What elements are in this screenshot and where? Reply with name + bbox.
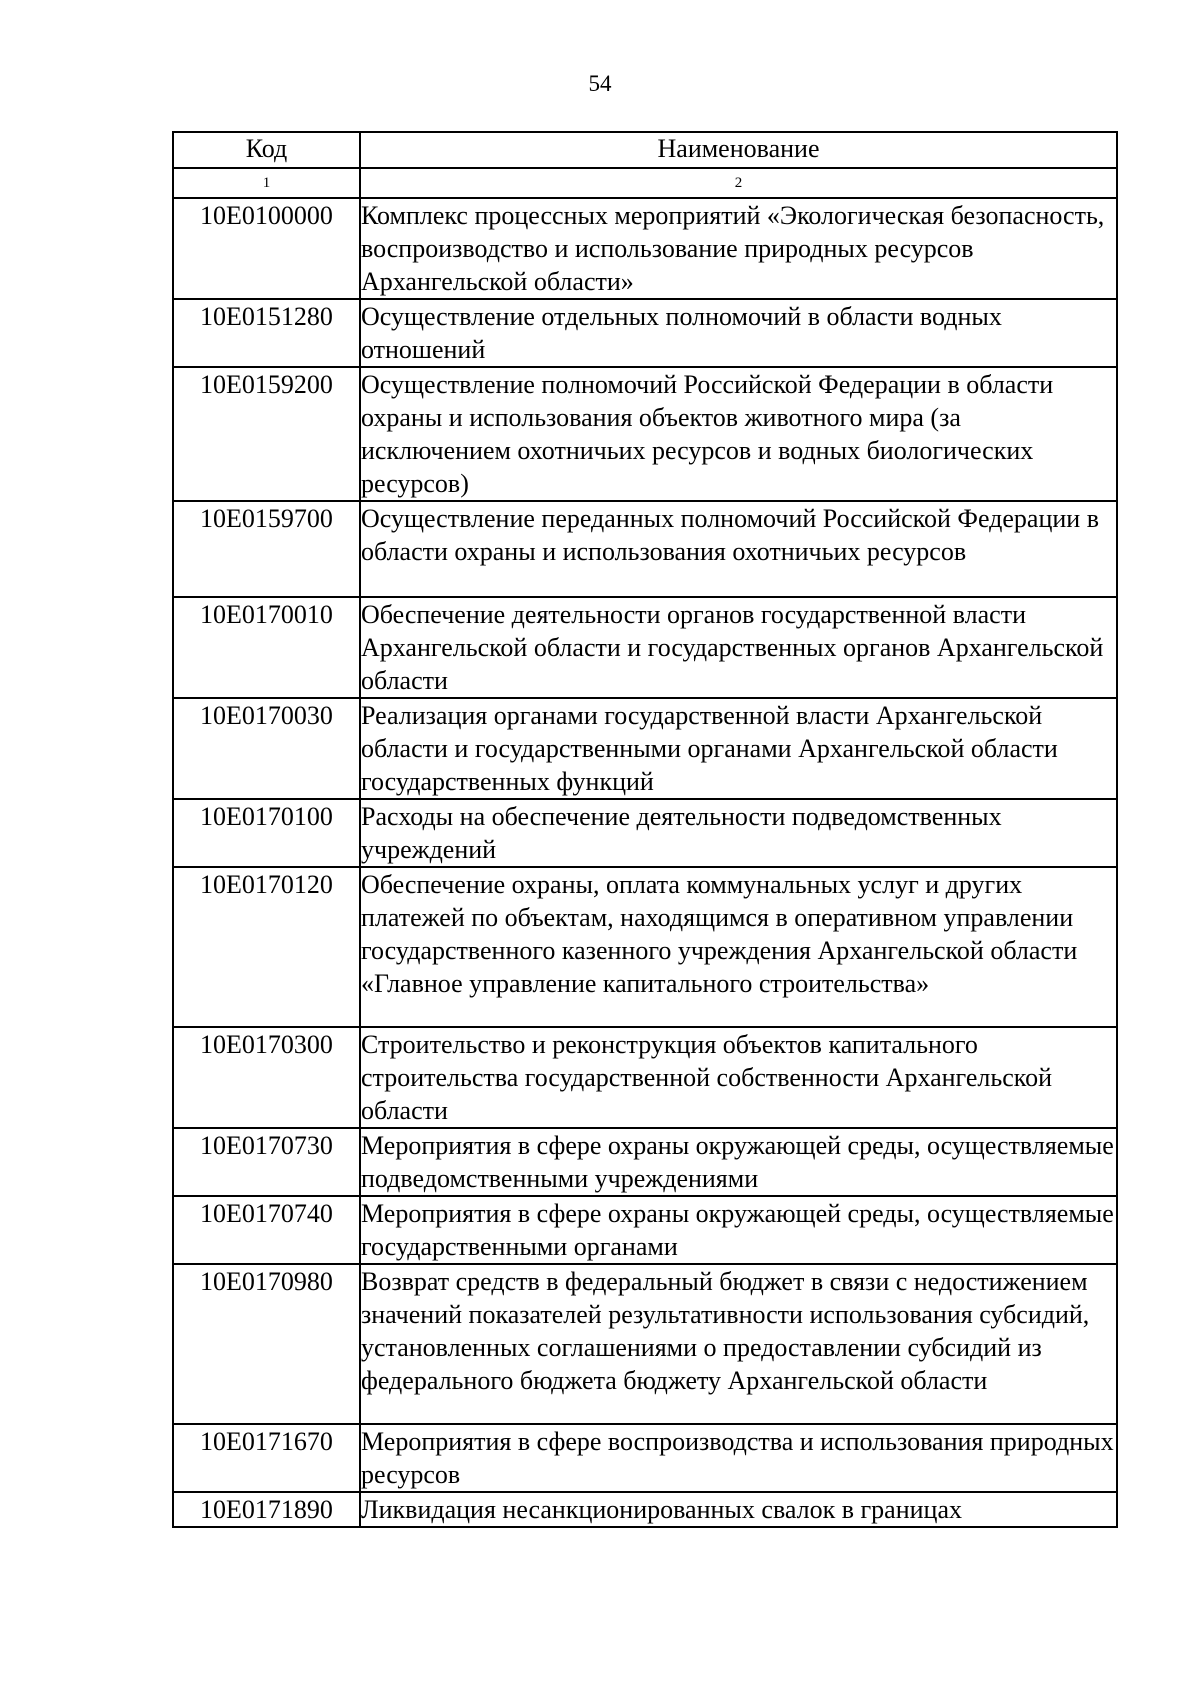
- header-row: [173, 132, 1117, 168]
- page-number: 54: [588, 71, 612, 96]
- table-row: [173, 501, 1117, 597]
- code-column-header: Код: [173, 132, 360, 168]
- table-row: [173, 1264, 1117, 1424]
- row-code: 10Е0159200: [173, 367, 360, 501]
- row-name: Расходы на обеспечение деятельности подведомственных учреждений: [360, 799, 1117, 867]
- table-row: [173, 1128, 1117, 1196]
- row-name: Обеспечение деятельности органов государственной власти Архангельской области и государственных органов Архангельской области: [360, 597, 1117, 698]
- table-row: [173, 1027, 1117, 1128]
- table-row: [173, 1492, 1117, 1527]
- row-name: Комплекс процессных мероприятий «Экологическая безопасность, воспроизводство и использование природных ресурсов Архангельской области»: [360, 198, 1117, 299]
- table-row: [173, 867, 1117, 1027]
- row-name: Мероприятия в сфере воспроизводства и использования природных ресурсов: [360, 1424, 1117, 1492]
- column-number-row: [173, 168, 1117, 198]
- row-code: 10Е0170300: [173, 1027, 360, 1128]
- row-name: Возврат средств в федеральный бюджет в связи с недостижением значений показателей результативности использования субсидий, установленных соглашениями о предоставлении субсидий из федерального бюджета бюджету Архангельской области: [360, 1264, 1117, 1424]
- row-name: Осуществление полномочий Российской Федерации в области охраны и использования объектов животного мира (за исключением охотничьих ресурсов и водных биологических ресурсов): [360, 367, 1117, 501]
- row-name: Строительство и реконструкция объектов капитального строительства государственной собственности Архангельской области: [360, 1027, 1117, 1128]
- name-column-number: 2: [360, 168, 1117, 198]
- row-code: 10Е0100000: [173, 198, 360, 299]
- row-name: Мероприятия в сфере охраны окружающей среды, осуществляемые подведомственными учреждениями: [360, 1128, 1117, 1196]
- row-code: 10Е0151280: [173, 299, 360, 367]
- row-code: 10Е0170120: [173, 867, 360, 1027]
- row-code: 10Е0171670: [173, 1424, 360, 1492]
- table-row: [173, 1196, 1117, 1264]
- budget-code-table: [172, 131, 1118, 1528]
- row-code: 10Е0170010: [173, 597, 360, 698]
- row-code: 10Е0170980: [173, 1264, 360, 1424]
- table-row: [173, 367, 1117, 501]
- table-row: [173, 698, 1117, 799]
- row-name: Обеспечение охраны, оплата коммунальных услуг и других платежей по объектам, находящимся в оперативном управлении государственного казенного учреждения Архангельской области «Главное управление капитального строительства»: [360, 867, 1117, 1027]
- row-code: 10Е0170100: [173, 799, 360, 867]
- table-row: [173, 198, 1117, 299]
- row-name: Реализация органами государственной власти Архангельской области и государственными органами Архангельской области государственных функций: [360, 698, 1117, 799]
- row-name: Осуществление переданных полномочий Российской Федерации в области охраны и использования охотничьих ресурсов: [360, 501, 1117, 597]
- row-name: Ликвидация несанкционированных свалок в границах: [360, 1492, 1117, 1527]
- row-code: 10Е0170030: [173, 698, 360, 799]
- name-column-header: Наименование: [360, 132, 1117, 168]
- table-row: [173, 799, 1117, 867]
- table-row: [173, 597, 1117, 698]
- table-row: [173, 299, 1117, 367]
- row-code: 10Е0170730: [173, 1128, 360, 1196]
- row-name: Мероприятия в сфере охраны окружающей среды, осуществляемые государственными органами: [360, 1196, 1117, 1264]
- row-code: 10Е0170740: [173, 1196, 360, 1264]
- row-name: Осуществление отдельных полномочий в области водных отношений: [360, 299, 1117, 367]
- row-code: 10Е0171890: [173, 1492, 360, 1527]
- row-code: 10Е0159700: [173, 501, 360, 597]
- table-row: [173, 1424, 1117, 1492]
- code-column-number: 1: [173, 168, 360, 198]
